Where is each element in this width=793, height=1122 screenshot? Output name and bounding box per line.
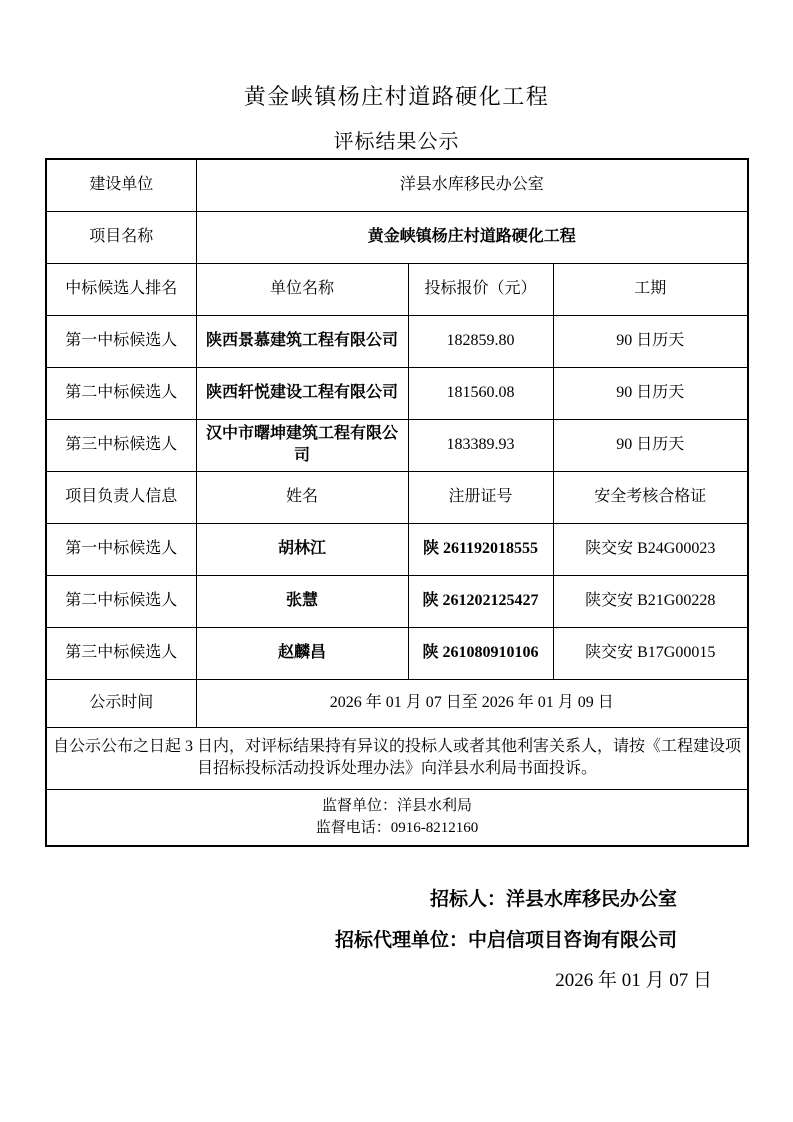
bid-3-duration: 90 日历天 [553,419,748,471]
manager-1-rank: 第一中标候选人 [46,523,196,575]
project-name-value: 黄金峡镇杨庄村道路硬化工程 [196,211,748,263]
manager-1-name: 胡林江 [196,523,408,575]
table-row-project-name [46,211,748,263]
bid-2-duration: 90 日历天 [553,367,748,419]
table-row-objection-notice [46,727,748,789]
manager-2-cert: 陕 261202125427 [408,575,553,627]
supervision-phone: 监督电话：0916-8212160 [315,820,479,837]
publicity-time-label: 公示时间 [46,679,196,727]
bid-header-rank: 中标候选人排名 [46,263,196,315]
table-row-manager-1 [46,523,748,575]
table-row-manager-3 [46,627,748,679]
bid-header-price: 投标报价（元） [408,263,553,315]
page-title: 黄金峡镇杨庄村道路硬化工程 [243,84,550,109]
objection-notice-text: 自公示公布之日起 3 日内，对评标结果持有异议的投标人或者其他利害关系人，请按《工程建设项目招标投标活动投诉处理办法》向洋县水利局书面投诉。 [46,727,748,789]
table-row-bid-2 [46,367,748,419]
bid-results-table [45,158,749,847]
manager-1-cert: 陕 261192018555 [408,523,553,575]
table-row-supervision [46,789,748,846]
bid-header-duration: 工期 [553,263,748,315]
bid-3-price: 183389.93 [408,419,553,471]
bid-header-company: 单位名称 [196,263,408,315]
supervision-unit: 监督单位：洋县水利局 [321,798,472,815]
table-row-bid-1 [46,315,748,367]
tenderer-line: 招标人：洋县水库移民办公室 [429,889,677,910]
table-row-manager-2 [46,575,748,627]
manager-header-rank: 项目负责人信息 [46,471,196,523]
manager-2-rank: 第二中标候选人 [46,575,196,627]
table-row-bid-3 [46,419,748,471]
supervision-cell [46,789,748,846]
table-row-bid-header [46,263,748,315]
publicity-time-value: 2026 年 01 月 07 日至 2026 年 01 月 09 日 [196,679,748,727]
bid-1-rank: 第一中标候选人 [46,315,196,367]
manager-header-cert: 注册证号 [408,471,553,523]
manager-3-safety: 陕交安 B17G00015 [553,627,748,679]
agency-line: 招标代理单位：中启信项目咨询有限公司 [334,930,677,951]
bid-2-rank: 第二中标候选人 [46,367,196,419]
manager-3-rank: 第三中标候选人 [46,627,196,679]
manager-3-cert: 陕 261080910106 [408,627,553,679]
construction-unit-label: 建设单位 [46,159,196,211]
bid-3-company: 汉中市曙坤建筑工程有限公司 [196,419,408,471]
bid-1-duration: 90 日历天 [553,315,748,367]
manager-3-name: 赵麟昌 [196,627,408,679]
bid-3-rank: 第三中标候选人 [46,419,196,471]
manager-1-safety: 陕交安 B24G00023 [553,523,748,575]
table-row-construction-unit [46,159,748,211]
manager-header-safety: 安全考核合格证 [553,471,748,523]
table-row-manager-header [46,471,748,523]
construction-unit-value: 洋县水库移民办公室 [196,159,748,211]
page-subtitle: 评标结果公示 [333,131,460,153]
bid-2-price: 181560.08 [408,367,553,419]
footer-date: 2026 年 01 月 07 日 [555,970,712,991]
table-row-publicity-time [46,679,748,727]
manager-2-safety: 陕交安 B21G00228 [553,575,748,627]
bid-1-price: 182859.80 [408,315,553,367]
bid-1-company: 陕西景慕建筑工程有限公司 [196,315,408,367]
project-name-label: 项目名称 [46,211,196,263]
manager-header-name: 姓名 [196,471,408,523]
bid-2-company: 陕西轩悦建设工程有限公司 [196,367,408,419]
manager-2-name: 张慧 [196,575,408,627]
